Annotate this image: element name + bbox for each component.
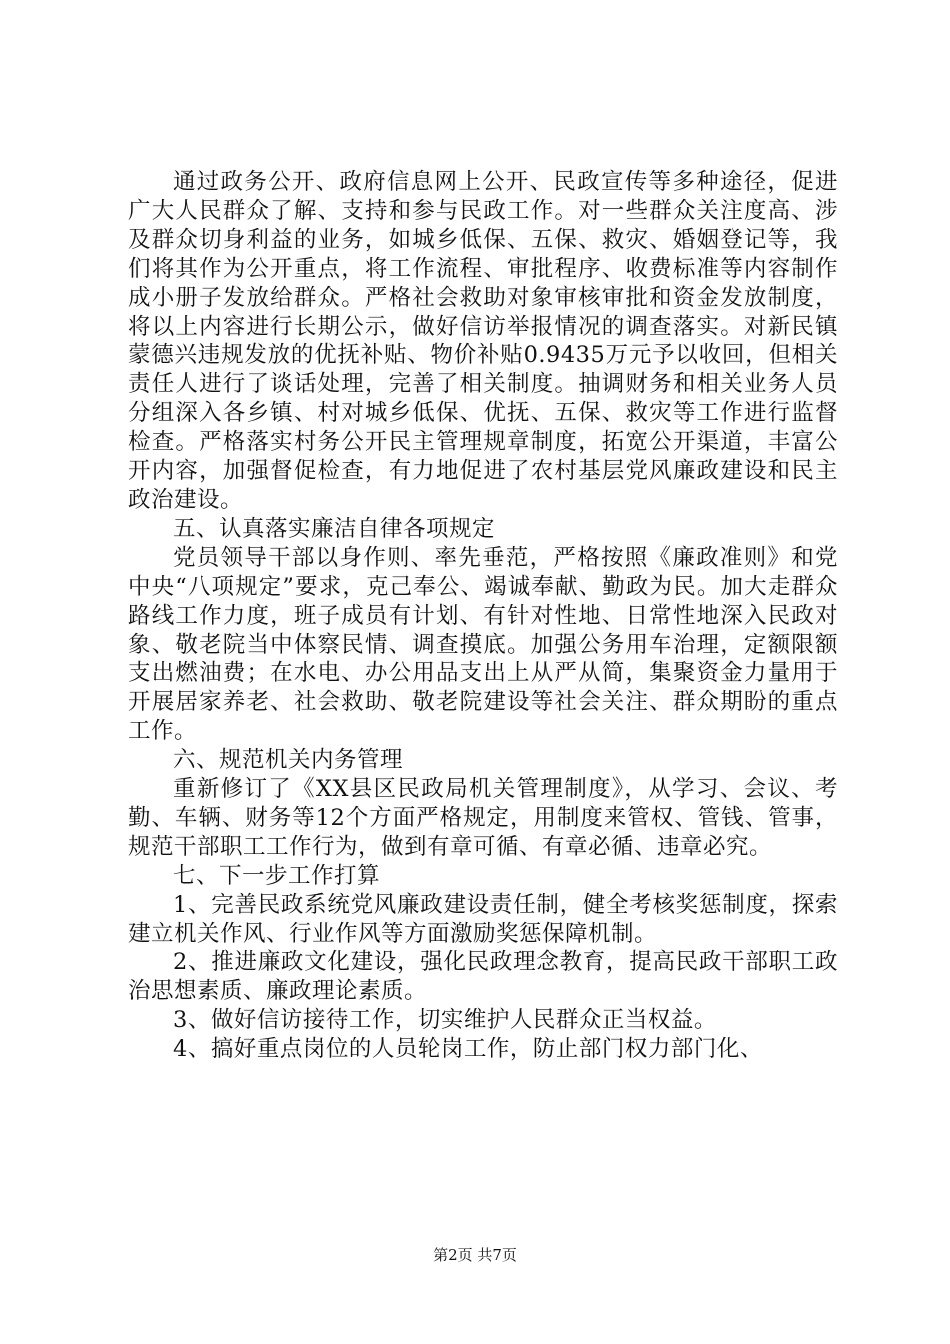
document-body [128,168,838,1064]
section-heading-7: 七、下一步工作打算 [173,862,381,889]
plan-item-3: 3、做好信访接待工作，切实维护人民群众正当权益。 [173,1007,717,1034]
plan-item-2: 2、推进廉政文化建设，强化民政理念教育，提高民政干部职工政治思想素质、廉政理论素质。 [128,949,838,1005]
section-heading-5: 五、认真落实廉洁自律各项规定 [173,515,496,542]
paragraph-self-discipline: 党员领导干部以身作则、率先垂范，严格按照《廉政准则》和党中央“八项规定”要求，克己奉公、竭诚奉献、勤政为民。加大走群众路线工作力度，班子成员有计划、有针对性地、日常性地深入民政对象、敬老院当中体察民情、调查摸底。加强公务用车治理，定额限额支出燃油费；在水电、办公用品支出上从严从简，集聚资金力量用于开展居家养老、社会救助、敬老院建设等社会关注、群众期盼的重点工作。 [128,544,838,745]
plan-item-1: 1、完善民政系统党风廉政建设责任制，健全考核奖惩制度，探索建立机关作风、行业作风等方面激励奖惩保障机制。 [128,891,838,947]
paragraph-internal-management: 重新修订了《XX县区民政局机关管理制度》，从学习、会议、考勤、车辆、财务等12个方面严格规定，用制度来管权、管钱、管事，规范干部职工工作行为，做到有章可循、有章必循、违章必究。 [128,776,838,860]
section-heading-6: 六、规范机关内务管理 [173,747,404,774]
page-number-footer: 第2页 共7页 [433,1246,517,1264]
plan-item-4: 4、搞好重点岗位的人员轮岗工作，防止部门权力部门化、 [173,1036,763,1063]
paragraph-public-affairs: 通过政务公开、政府信息网上公开、民政宣传等多种途径，促进广大人民群众了解、支持和参与民政工作。对一些群众关注度高、涉及群众切身利益的业务，如城乡低保、五保、救灾、婚姻登记等，我们将其作为公开重点，将工作流程、审批程序、收费标准等内容制作成小册子发放给群众。严格社会救助对象审核审批和资金发放制度，将以上内容进行长期公示，做好信访举报情况的调查落实。对新民镇蒙德兴违规发放的优抚补贴、物价补贴0.9435万元予以收回，但相关责任人进行了谈话处理，完善了相关制度。抽调财务和相关业务人员分组深入各乡镇、村对城乡低保、优抚、五保、救灾等工作进行监督检查。严格落实村务公开民主管理规章制度，拓宽公开渠道，丰富公开内容，加强督促检查，有力地促进了农村基层党风廉政建设和民主政治建设。 [128,169,838,513]
